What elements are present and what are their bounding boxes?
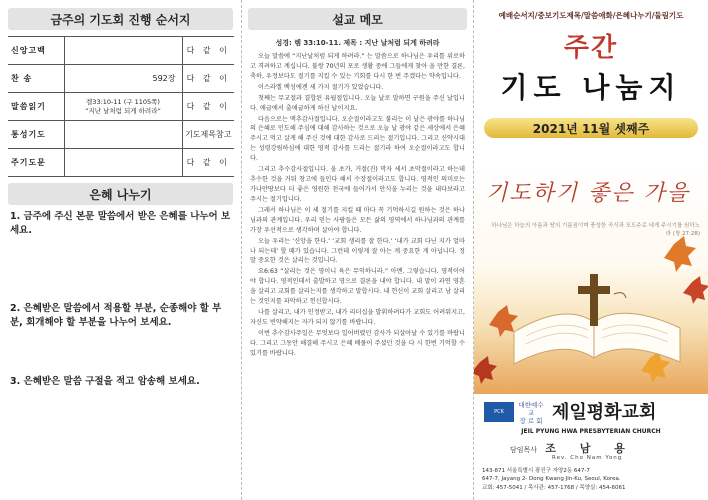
table-row [8, 93, 234, 121]
sermon-paragraph: 오늘 우리는 ‘신앙을 한다.’ ‘교회 생리를 잘 한다.’ ‘내가 교회 다닌 지가 얼마나 되는데’ 할 때가 있습니다. 그런데 이렇게 잘 아는 게 중요한 게 아닙니다. 정말 중요한 것은 살리는 것입니다. [250, 237, 465, 265]
table-row [8, 121, 234, 149]
sermon-paragraph: 오늘 말씀에 “지난날처럼 되게 하려라.” 는 말씀으로 하나님은 우리를 위로하고 격려하고 계십니다. 불쌍 70년의 포로 생활 중에 그들에게 찾아 올 만한 결론, 축하, 우정보다도 절기를 지킬 수 있는 기회를 다시 한 번 주겠다는 약속입니다. [250, 53, 465, 80]
cover-title: 기도 나눔지 [500, 71, 682, 104]
table-row [8, 37, 234, 65]
order-table [8, 36, 234, 177]
table-row [8, 149, 234, 177]
church-name-english: JEIL PYUNG HWA PRESBYTERIAN CHURCH [521, 428, 661, 435]
cover-date: 2021년 11월 셋째주 [484, 118, 698, 138]
art-title: 기도하기 좋은 가을 [486, 181, 691, 206]
order-item-detail [64, 149, 182, 177]
scripture-reference: 겔33:10-11 (구 1105쪽) [86, 97, 160, 106]
address-english: 647-7, Jayang 2- Dong Kwang Jin-Ku, Seoul, Korea. [482, 476, 621, 483]
order-item-name: 주기도문 [8, 149, 64, 177]
church-name: 제일평화교회 [552, 402, 657, 423]
address-korean: 143-871 서울특별시 광진구 자양2동 647-7 [482, 468, 590, 474]
order-item-leader: 기도제목참고 [182, 121, 234, 149]
question-3: 3. 은혜받은 말씀 구절을 적고 암송해 보세요. [10, 376, 200, 387]
cover-column [474, 0, 708, 500]
art-verse: 하나님은 하늘의 아름과 땅의 기름짐이며 풍성한 곡식과 포도주로 네게 주시기를 원하노라 (창 27:28) [491, 223, 700, 238]
sermon-title-bar: 설교 메모 [248, 8, 467, 30]
sermon-body [250, 52, 465, 359]
autumn-illustration [474, 162, 708, 394]
order-item-name: 말씀읽기 [8, 93, 64, 121]
church-address [482, 467, 704, 492]
pastor-name: 조 남 용 [545, 442, 635, 455]
order-item-leader: 다 같 이 [182, 93, 234, 121]
question-2: 2. 은혜받은 말씀에서 적용할 부분, 순종해야 할 부분, 회개해야 할 부분을 나누어 보세요. [10, 303, 222, 328]
sermon-paragraph: 요6:63 “살리는 것은 영이니 육은 무익하니라.” 아멘. 그렇습니다. 영적이어야 합니다. 영적인데서 출발하고 영으로 결론을 내야 합니다. 내 말이 과연 영혼을 살리고 교회를 살리는지를 생각하고 말합시다. 내 헌신이 교회 살리고 남 살리는 것인지를 파악하고 헌신합시다. [250, 268, 465, 306]
sermon-paragraph: 나를 살리고, 내가 인정받고, 내가 리더십을 발휘하려다가 교회도 어려워지고, 자신도 빈약해지는 자가 되지 않기를 바랍니다. [250, 309, 465, 326]
sermon-verse-line: 성경: 렘 33:10-11. 제목 : 지난 날처럼 되게 하려라 [275, 39, 440, 47]
sermon-paragraph: 그래서 하나님은 이 세 절기를 지킬 때 마다 꼭 기억하시길 원하는 것은 하나님과의 관계입니다. 우리 믿는 사람들은 모든 삶의 영역에서 하나님과의 관계를 가장 우선적으로 생각하며 살아야 합니다. [250, 206, 465, 234]
order-item-name: 통성기도 [8, 121, 64, 149]
order-title: 금주의 기도회 진행 순서지 [8, 8, 233, 30]
pastor-line [510, 440, 670, 456]
sermon-column [242, 0, 474, 500]
book-and-leaves-art [474, 162, 708, 394]
sermon-paragraph: 이번 추수감사주일은 무엇보다 일어버렸던 감사가 되살아날 수 있기를 바랍니다. 그리고 그동안 해결해 주시고 은혜 베풀어 주셨던 것을 다 시 한번 기억할 수 있기를 바랍니다. [250, 329, 466, 357]
question-1: 1. 금주에 주신 본문 말씀에서 받은 은혜를 나누어 보세요. [10, 211, 231, 236]
sermon-paragraph: 첫째는 무교절과 결합된 유월절입니다. 오늘 날로 말하면 구원을 주신 날입니다. 애굽에서 출애굽하게 하신 날이지요. [250, 94, 465, 112]
pastor-name-english: Rev. Cho Nam Yong [552, 455, 623, 461]
order-item-detail: 592장 [64, 65, 182, 93]
pastor-label: 담임목사 [510, 446, 538, 454]
sermon-paragraph: 다음으로는 맥추감사절입니다. 오순절이라고도 불리는 이 날은 광야를 하나님의 은혜로 인도해 주심에 대해 감사하는 것으로 오늘 날 광야 같은 세상에서 은혜주시고 먹고 살게 해 주신 것에 대한 감사로 드리는 절기입니다. 그리고 신약시대는 성령강림하심에 대한 영적 감사를 드리는 절기라 하여 오순절이라고도 합니다. [250, 115, 466, 163]
order-item-detail [64, 93, 182, 121]
order-item-leader: 다 같 이 [182, 65, 234, 93]
order-item-name: 신앙고백 [8, 37, 64, 65]
church-logo: PCK [484, 402, 514, 422]
order-item-leader: 다 같 이 [182, 37, 234, 65]
sermon-paragraph: 그리고 추수감사절입니다. 올 초가, 거절(진) 막자 세서 초막절이라고 하는데 추수한 것을 거둬 창고에 들인다 해서 수장절이라고도 합니다. 영적인 의미로는 가나안땅보다 더 좋은 영원한 천국에 들어가서 안식을 누리는 것을 내다보라고 주시는 절기입니다. [250, 166, 465, 203]
order-item-leader: 다 같 이 [182, 149, 234, 177]
order-item-detail [64, 37, 182, 65]
cover-contents: 예배순서지/중보기도제목/말씀애화/은혜나누기/둘림기도 [498, 11, 684, 20]
order-column [0, 0, 242, 500]
cover-weekly: 주간 [563, 33, 619, 63]
wheat-icon [614, 293, 626, 298]
scripture-title: “지난 날처럼 되게 하려라” [85, 106, 161, 115]
order-item-detail [64, 121, 182, 149]
grace-title: 은혜 나누기 [8, 183, 233, 205]
phone-numbers: 교회: 457-5041 / 목사관: 457-1768 / 목양실: 454-6061 [482, 484, 626, 491]
denomination: 대한예수교 장 로 회 [518, 401, 544, 426]
order-item-name: 찬 송 [8, 65, 64, 93]
table-row [8, 65, 234, 93]
sermon-paragraph: 이스라엘 백성에겐 세 가지 절기가 있었습니다. [258, 83, 384, 91]
